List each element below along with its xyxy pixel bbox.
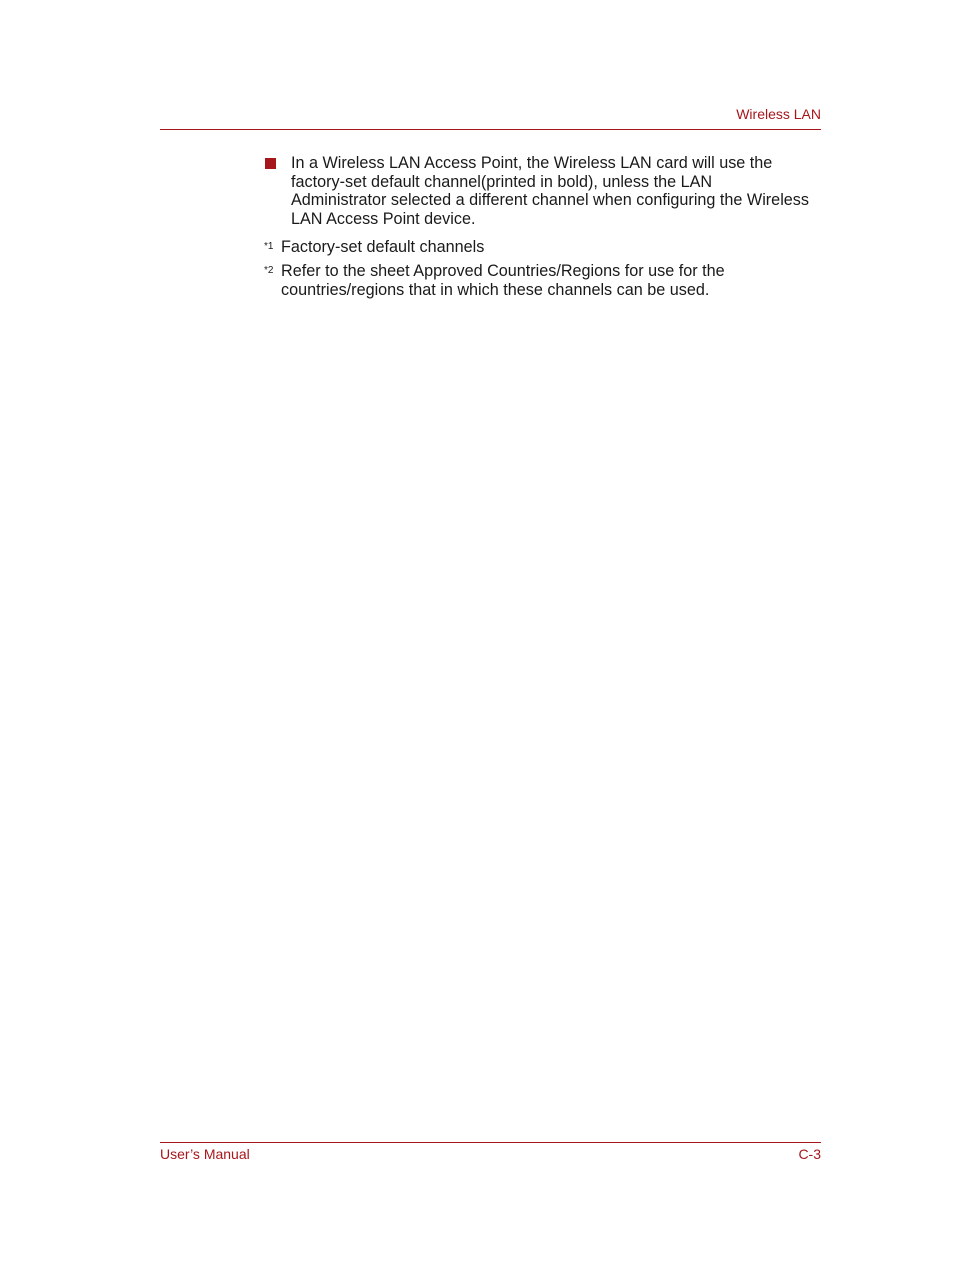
footer-manual-title: User’s Manual — [160, 1146, 250, 1162]
square-bullet-icon — [265, 158, 276, 169]
footnote-text: Refer to the sheet Approved Countries/Regions for use for the countries/regions that in which these channels can be used. — [281, 262, 725, 299]
footnote-marker: *2 — [264, 265, 274, 276]
running-header-title: Wireless LAN — [736, 106, 821, 122]
bullet-item — [265, 154, 810, 229]
footnote-text: Factory-set default channels — [281, 238, 485, 256]
bullet-item-text: In a Wireless LAN Access Point, the Wireless LAN card will use the factory-set default channel(printed in bold), unless the LAN Administrator selected a different channel when configuring the Wireless LAN Access Point device. — [291, 154, 809, 229]
footnote-1 — [264, 238, 814, 257]
footer-divider — [160, 1142, 821, 1143]
footnote-marker: *1 — [264, 241, 274, 252]
page-number: C-3 — [798, 1146, 821, 1162]
header-divider — [160, 129, 821, 130]
footnote-2 — [264, 262, 814, 299]
